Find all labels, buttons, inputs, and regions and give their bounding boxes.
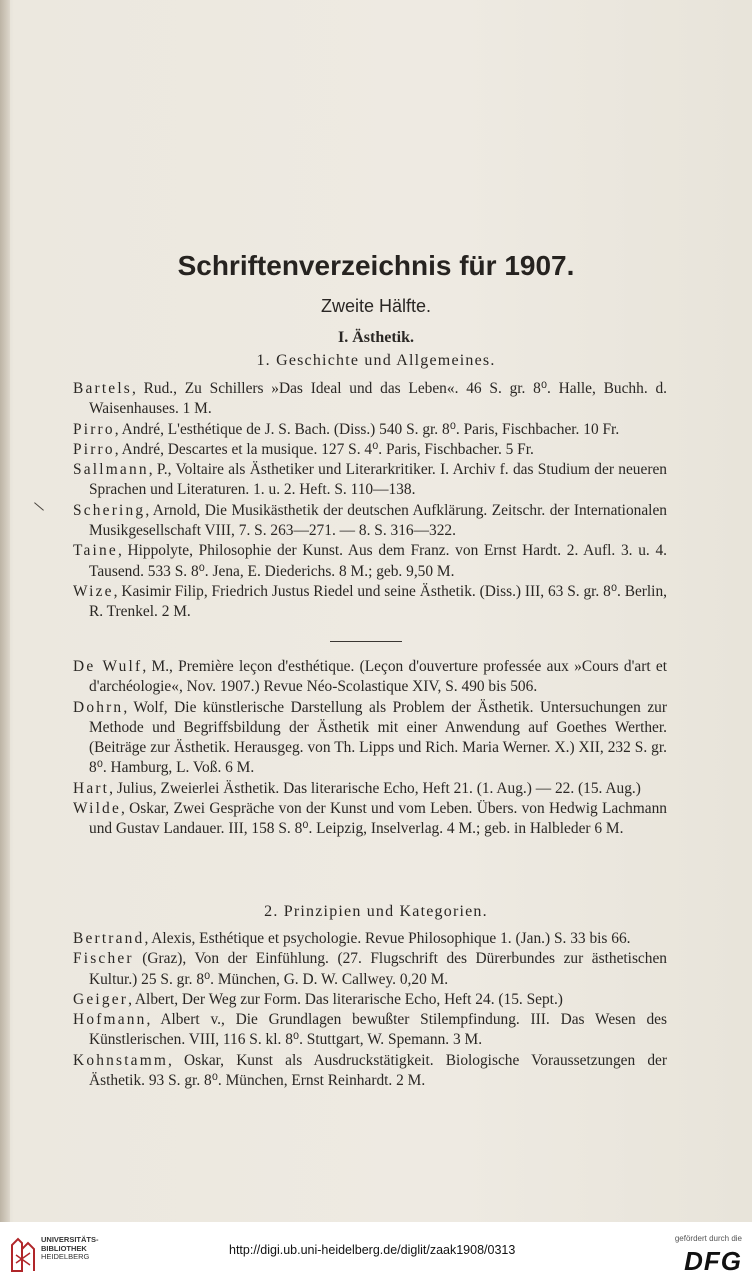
- funding-note: gefördert durch die: [674, 1234, 742, 1243]
- entry-text: , Oskar, Kunst als Ausdruckstätigkeit. Biologische Voraussetzungen der Ästhetik. 93 S. gr. 8⁰. München, Ernst Reinhardt. 2 M.: [89, 1051, 667, 1090]
- entry-text: , Alexis, Esthétique et psychologie. Revue Philosophique 1. (Jan.) S. 33 bis 66.: [144, 930, 631, 947]
- entry-author: De Wulf: [73, 658, 143, 675]
- entry-author: Wilde: [73, 800, 121, 818]
- bibliography-entry: [73, 657, 667, 698]
- entry-text: , Julius, Zweierlei Ästhetik. Das literarische Echo, Heft 21. (1. Aug.) — 22. (15. Aug.): [109, 779, 641, 797]
- entry-text: , Rud., Zu Schillers »Das Ideal und das Leben«. 46 S. gr. 8⁰. Halle, Buchh. d. Waisenhauses. 1 M.: [89, 380, 667, 418]
- page-edge: [0, 0, 10, 1222]
- library-name-line: BIBLIOTHEK: [41, 1243, 87, 1253]
- entry-text: , Arnold, Die Musikästhetik der deutschen Aufklärung. Zeitschr. der Internationalen Musikgesellschaft VIII, 7. S. 263—271. — 8. S. 316—322.: [89, 501, 667, 540]
- page-subtitle: Zweite Hälfte.: [320, 296, 432, 316]
- bibliography-entry: [73, 1010, 667, 1051]
- entry-text: , André, Descartes et la musique. 127 S. 4⁰. Paris, Fischbacher. 5 Fr.: [114, 440, 534, 458]
- entry-author: Hofmann: [73, 1011, 147, 1029]
- entry-author: Dohrn: [73, 698, 124, 716]
- entry-author: Wize: [73, 582, 114, 600]
- bibliography-entry: [73, 949, 667, 990]
- bibliography-entry: [73, 1051, 667, 1092]
- bibliography-entry: [73, 582, 667, 623]
- entry-author: Pirro: [73, 420, 115, 438]
- bibliography-list-1: [73, 379, 667, 623]
- section-divider: [330, 641, 402, 642]
- entry-author: Schering: [73, 501, 146, 519]
- viewer-footer: [0, 1222, 752, 1279]
- bibliography-entry: [73, 541, 667, 582]
- permalink-url[interactable]: http://digi.ub.uni-heidelberg.de/diglit/zaak1908/0313: [229, 1243, 516, 1257]
- page-title: Schriftenverzeichnis für 1907.: [177, 250, 575, 281]
- entry-author: Kohnstamm: [73, 1051, 169, 1069]
- entry-author: Hart: [73, 779, 110, 797]
- entry-text: , André, L'esthétique de J. S. Bach. (Diss.) 540 S. gr. 8⁰. Paris, Fischbacher. 10 Fr.: [114, 420, 620, 438]
- dfg-logo: DFG: [684, 1246, 742, 1276]
- entry-text: , Hippolyte, Philosophie der Kunst. Aus dem Franz. von Ernst Hardt. 2. Aufl. 3. u. 4. Tausend. 533 S. 8⁰. Jena, E. Diederichs. 8 M.; geb. 9,50 M.: [89, 542, 667, 580]
- bibliography-entry: [73, 698, 667, 779]
- bibliography-entry: [73, 379, 667, 420]
- bibliography-entry: [73, 779, 667, 799]
- bibliography-entry: [73, 460, 667, 501]
- entry-author: Geiger: [73, 990, 129, 1008]
- bibliography-list-1b: [73, 657, 667, 840]
- entry-text: , Oskar, Zwei Gespräche von der Kunst und vom Leben. Übers. von Hedwig Lachmann und Gustav Landauer. III, 158 S. 8⁰. Leipzig, Inselverlag. 4 M.; geb. in Halbleder 6 M.: [89, 800, 667, 838]
- stray-pencil-mark: [34, 502, 44, 510]
- library-name-line: UNIVERSITÄTS-: [41, 1235, 99, 1244]
- entry-text: , P., Voltaire als Ästhetiker und Literarkritiker. I. Archiv f. das Studium der neueren Sprachen und Literaturen. 1. u. 2. Heft. S. 110—138.: [89, 461, 667, 499]
- entry-text: , Albert v., Die Grundlagen bewußter Stilempfindung. III. Das Wesen des Künstlerischen. VIII, 116 S. kl. 8⁰. Stuttgart, W. Spemann. 3 M.: [89, 1011, 667, 1049]
- library-name-line: HEIDELBERG: [41, 1252, 90, 1262]
- entry-author: Fischer: [73, 950, 134, 968]
- bibliography-entry: [73, 440, 667, 460]
- bibliography-entry: [73, 420, 667, 440]
- entry-author: Bartels: [73, 380, 132, 397]
- entry-text: , M., Première leçon d'esthétique. (Leçon d'ouverture professée aux »Cours d'art et d'archéologie«, Nov. 1907.) Revue Néo-Scolastique XIV, S. 490 bis 506.: [89, 658, 668, 696]
- entry-author: Pirro: [73, 440, 115, 458]
- bibliography-entry: [73, 501, 667, 542]
- bibliography-list-2: [73, 929, 667, 1091]
- entry-author: Bertrand: [73, 930, 145, 947]
- entry-text: , Kasimir Filip, Friedrich Justus Riedel und seine Ästhetik. (Diss.) III, 63 S. gr. 8⁰. Berlin, R. Trenkel. 2 M.: [89, 582, 668, 621]
- bibliography-entry: [73, 990, 667, 1010]
- university-library-name: [41, 1236, 99, 1262]
- bibliography-entry: [73, 799, 667, 840]
- entry-text: (Graz), Von der Einfühlung. (27. Flugschrift des Dürerbundes zur ästhetischen Kultur.) 25 S. gr. 8⁰. München, G. D. W. Callwey. 0,20 M.: [89, 950, 667, 988]
- entry-text: , Wolf, Die künstlerische Darstellung als Problem der Ästhetik. Untersuchungen zur Methode und Begriffsbildung der Ästhetik mit einer Anwendung auf Goethes Werther. (Beiträge zur Ästhetik. Herausgeg. von Th. Lipps und Rich. Maria Werner. X.) XII, 232 S. gr. 8⁰. Hamburg, L. Voß. 6 M.: [89, 698, 667, 777]
- entry-author: Sallmann: [73, 461, 149, 479]
- subsection-heading-2: 2. Prinzipien und Kategorien.: [264, 903, 488, 920]
- bibliography-entry: [73, 929, 667, 949]
- entry-author: Taine: [73, 542, 118, 560]
- university-library-logo-icon: [8, 1235, 38, 1273]
- section-heading: I. Ästhetik.: [337, 329, 414, 346]
- entry-text: , Albert, Der Weg zur Form. Das literarische Echo, Heft 24. (15. Sept.): [128, 990, 563, 1008]
- subsection-heading-1: 1. Geschichte und Allgemeines.: [256, 352, 496, 369]
